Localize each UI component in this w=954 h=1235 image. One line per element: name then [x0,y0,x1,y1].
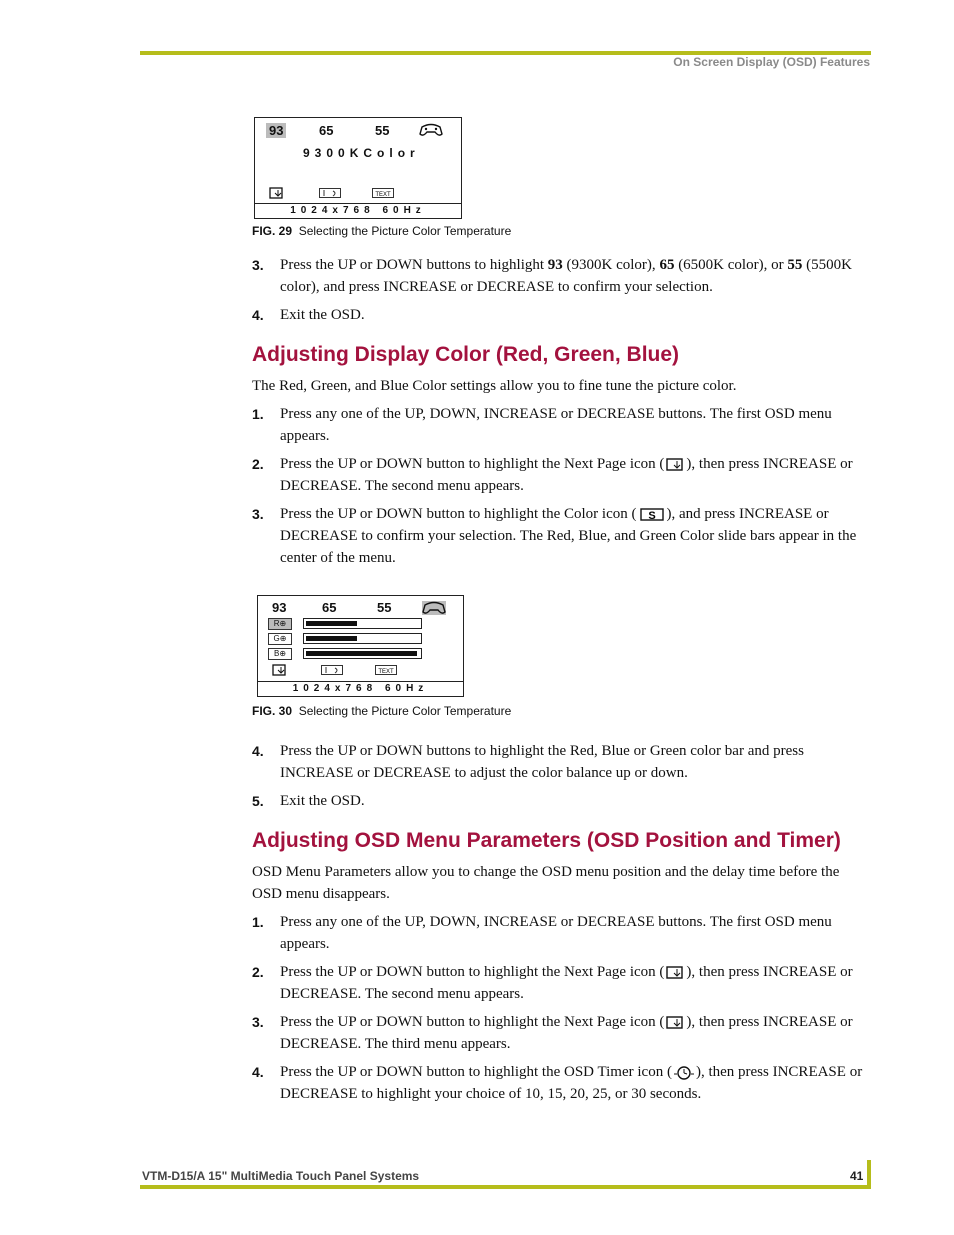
running-header: On Screen Display (OSD) Features [673,55,870,69]
osd-color-label: 9300KColor [303,146,420,160]
section-heading-display-color: Adjusting Display Color (Red, Green, Blue) [252,343,680,366]
channel-r-icon: R⊕ [268,618,292,630]
slider-fill [306,651,417,656]
channel-g-icon: G⊕ [268,633,292,645]
osd-value-55: 55 [377,600,392,615]
osd-resolution: 1024x768 60Hz [258,681,463,696]
channel-r-slider[interactable] [303,618,422,629]
return-icon [321,665,343,675]
step-text: Exit the OSD. [280,793,365,809]
step-text: Press the UP or DOWN button to highlight the Color icon ( S ), and press INCREASE or DECREASE to confirm your selection. The Red, Blue, and Green Color slide bars appear in the center of the menu. [280,506,857,566]
gamepad-icon [422,601,446,615]
step-text: Press the UP or DOWN button to highlight the Next Page icon ( ), then press INCREASE or DECREASE. The third menu appears. [280,1014,853,1052]
next-page-icon [664,965,686,980]
step-text: Press the UP or DOWN button to highlight the Next Page icon ( ), then press INCREASE or DECREASE. The second menu appears. [280,456,853,494]
svg-text:S: S [647,510,656,523]
channel-g-slider[interactable] [303,633,422,644]
step-number: 4. [252,743,264,759]
step-text: Press the UP or DOWN buttons to highlight 93 (9300K color), 65 (6500K color), or 55 (5500K color), and press INCREASE or DECREASE to confirm your selection. [280,257,852,295]
footer-rule [140,1185,871,1189]
step-number: 2. [252,456,264,472]
next-page-icon [272,664,288,677]
step-text: Press any one of the UP, DOWN, INCREASE or DECREASE buttons. The first OSD menu appears. [280,914,832,952]
text-icon [375,665,397,675]
slider-fill [306,636,357,641]
color-icon [637,507,667,522]
section-intro: OSD Menu Parameters allow you to change the OSD menu position and the delay time before the OSD menu disappears. [252,864,840,902]
channel-b-slider[interactable] [303,648,422,659]
step-number: 3. [252,1014,264,1030]
step-text: Press the UP or DOWN button to highlight the OSD Timer icon ( ), then press INCREASE or DECREASE to highlight your choice of 10, 15, 20, 25, or 30 seconds. [280,1064,863,1102]
figure-29-caption: FIG. 29 Selecting the Picture Color Temperature [252,224,512,238]
osd-value-93: 93 [272,600,287,615]
step-text: Press any one of the UP, DOWN, INCREASE or DECREASE buttons. The first OSD menu appears. [280,406,832,444]
osd-resolution: 1024x768 60Hz [255,203,461,218]
osd-value-93: 93 [266,123,286,138]
text-icon [372,188,394,198]
svg-text:TEXT: TEXT [375,192,391,198]
next-page-icon [664,457,686,472]
next-page-icon [269,187,285,200]
page-number: 41 [850,1169,864,1183]
slider-fill [306,621,357,626]
section-intro: The Red, Green, and Blue Color settings allow you to fine tune the picture color. [252,378,737,394]
step-number: 4. [252,307,264,323]
return-icon [319,188,341,198]
next-page-icon [664,1015,686,1030]
footer-title: VTM-D15/A 15" MultiMedia Touch Panel Systems [142,1169,420,1183]
step-number: 1. [252,406,264,422]
step-text: Exit the OSD. [280,307,365,323]
channel-b-icon: B⊕ [268,648,292,660]
step-number: 5. [252,793,264,809]
osd-value-65: 65 [319,123,334,138]
step-number: 3. [252,257,264,273]
step-number: 4. [252,1064,264,1080]
gamepad-icon [419,123,443,137]
step-text: Press the UP or DOWN buttons to highlight the Red, Blue or Green color bar and press INCREASE or DECREASE to adjust the color balance up or down. [280,743,804,781]
osd-value-65: 65 [322,600,337,615]
step-number: 2. [252,964,264,980]
osd-figure-30 [257,595,464,697]
step-number: 1. [252,914,264,930]
svg-text:TEXT: TEXT [378,669,394,675]
osd-value-55: 55 [375,123,390,138]
figure-30-caption: FIG. 30 Selecting the Picture Color Temperature [252,704,512,718]
section-heading-osd-parameters: Adjusting OSD Menu Parameters (OSD Position and Timer) [252,829,841,852]
timer-icon [672,1065,696,1080]
step-number: 3. [252,506,264,522]
osd-figure-29 [254,117,462,219]
step-text: Press the UP or DOWN button to highlight the Next Page icon ( ), then press INCREASE or DECREASE. The second menu appears. [280,964,853,1002]
